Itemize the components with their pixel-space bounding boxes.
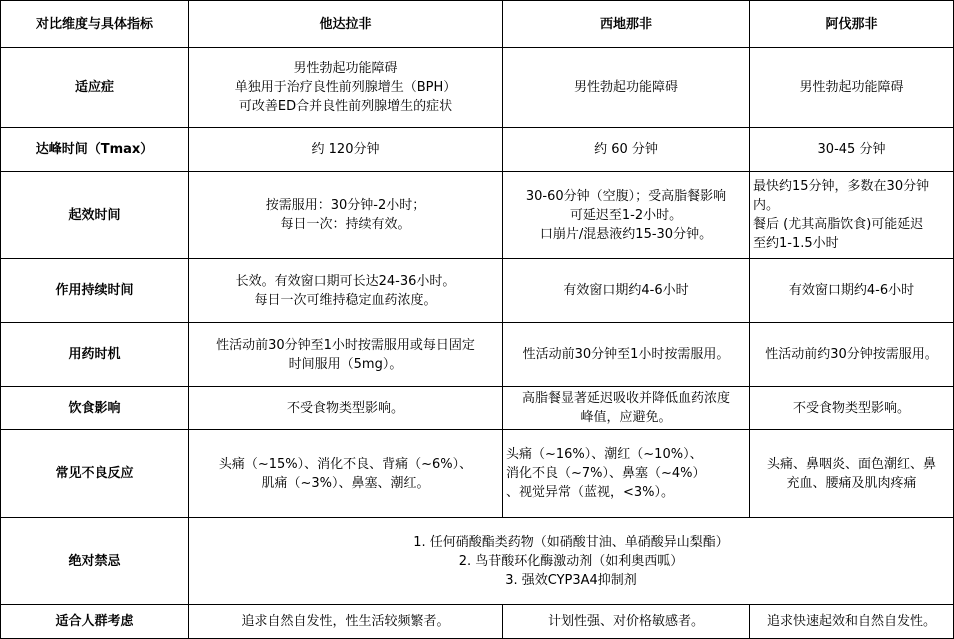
cell-line: 内。 — [753, 198, 780, 213]
cell-line: 有效窗口期约4-6小时 — [788, 283, 915, 298]
contraindication-cell — [189, 518, 954, 605]
row-label: 适合人群考虑 — [1, 605, 189, 639]
cell-line: 每日一次：持续有效。 — [280, 217, 411, 232]
cell-line: 不受食物类型影响。 — [792, 400, 910, 416]
cell-line: 时间服用（5mg）。 — [288, 356, 403, 372]
tadalafil-cell — [189, 128, 503, 172]
tadalafil-cell — [189, 172, 503, 259]
avanafil-cell — [750, 430, 954, 518]
row-label: 绝对禁忌 — [1, 518, 189, 605]
cell-line: 头痛、鼻咽炎、面色潮红、鼻 — [766, 456, 936, 472]
cell-line: 约 60 分钟 — [594, 142, 658, 157]
cell-line: 餐后 (尤其高脂饮食)可能延迟 — [753, 217, 924, 232]
cell-line: 3. 强效CYP3A4抑制剂 — [505, 572, 637, 588]
sildenafil-cell — [503, 430, 750, 518]
cell-line: 2. 鸟苷酸环化酶激动剂（如利奥西呱） — [458, 553, 684, 569]
sildenafil-cell — [503, 128, 750, 172]
cell-line: 可延迟至1-2小时。 — [569, 207, 683, 223]
cell-line: 性活动前30分钟至1小时按需服用或每日固定 — [216, 337, 475, 353]
tadalafil-cell — [189, 323, 503, 387]
tadalafil-cell — [189, 259, 503, 323]
header-row — [1, 1, 954, 48]
row-label: 作用持续时间 — [1, 259, 189, 323]
table-row — [1, 259, 954, 323]
cell-line: 充血、腰痛及肌肉疼痛 — [786, 475, 917, 491]
cell-line: 1. 任何硝酸酯类药物（如硝酸甘油、单硝酸异山梨酯） — [413, 534, 729, 550]
cell-line: 按需服用：30分钟-2小时； — [265, 198, 426, 213]
table-row — [1, 323, 954, 387]
cell-line: 30-60分钟（空腹）；受高脂餐影响 — [525, 188, 727, 204]
cell-line: 性活动前30分钟至1小时按需服用。 — [522, 347, 730, 362]
avanafil-cell — [750, 128, 954, 172]
sildenafil-cell: 计划性强、对价格敏感者。 — [503, 605, 750, 639]
avanafil-cell — [750, 48, 954, 128]
row-label: 起效时间 — [1, 172, 189, 259]
cell-line: 口崩片/混悬液约15-30分钟。 — [539, 226, 713, 242]
cell-line: 长效。有效窗口期可长达24-36小时。 — [235, 273, 456, 289]
row-label: 用药时机 — [1, 323, 189, 387]
cell-line: 男性勃起功能障碍 — [573, 80, 678, 95]
row-label: 常见不良反应 — [1, 430, 189, 518]
tadalafil-cell — [189, 387, 503, 430]
table-row — [1, 172, 954, 259]
cell-line: 男性勃起功能障碍 — [293, 61, 398, 76]
table-row — [1, 128, 954, 172]
cell-line: 每日一次可维持稳定血药浓度。 — [254, 292, 437, 308]
cell-line: 性活动前约30分钟按需服用。 — [765, 347, 938, 362]
tadalafil-cell — [189, 430, 503, 518]
cell-line: 单独用于治疗良性前列腺增生（BPH） — [234, 80, 457, 95]
table-row — [1, 430, 954, 518]
cell-line: 有效窗口期约4-6小时 — [563, 283, 689, 298]
row-label: 适应症 — [1, 48, 189, 128]
cell-line: 峰值，应避免。 — [580, 410, 672, 425]
population-row — [1, 605, 954, 639]
tadalafil-cell — [189, 48, 503, 128]
row-label: 达峰时间（Tmax） — [1, 128, 189, 172]
cell-line: 头痛（~16%）、潮红（~10%）、 — [506, 447, 703, 462]
cell-line: 30-45 分钟 — [817, 142, 886, 157]
header-dimension: 对比维度与具体指标 — [1, 1, 189, 48]
cell-line: 至约1-1.5小时 — [753, 236, 839, 251]
header-tadalafil: 他达拉非 — [189, 1, 503, 48]
cell-line: 最快约15分钟，多数在30分钟 — [753, 179, 930, 194]
avanafil-cell — [750, 323, 954, 387]
table-row — [1, 387, 954, 430]
avanafil-cell — [750, 259, 954, 323]
sildenafil-cell — [503, 172, 750, 259]
avanafil-cell — [750, 172, 954, 259]
sildenafil-cell — [503, 323, 750, 387]
header-sildenafil: 西地那非 — [503, 1, 750, 48]
cell-line: 可改善ED合并良性前列腺增生的症状 — [238, 99, 453, 114]
avanafil-cell — [750, 387, 954, 430]
cell-line: 约 120分钟 — [311, 142, 380, 157]
table-row — [1, 48, 954, 128]
cell-line: 男性勃起功能障碍 — [799, 80, 904, 95]
cell-line: 头痛（~15%）、消化不良、背痛（~6%）、 — [218, 456, 473, 472]
cell-line: 高脂餐显著延迟吸收并降低血药浓度 — [521, 391, 730, 406]
sildenafil-cell — [503, 259, 750, 323]
cell-line: 不受食物类型影响。 — [286, 400, 404, 416]
tadalafil-cell: 追求自然自发性，性生活较频繁者。 — [189, 605, 503, 639]
cell-line: 肌痛（~3%）、鼻塞、潮红。 — [261, 475, 430, 491]
sildenafil-cell — [503, 48, 750, 128]
row-label: 饮食影响 — [1, 387, 189, 430]
contraindication-row — [1, 518, 954, 605]
header-avanafil: 阿伐那非 — [750, 1, 954, 48]
cell-line: 消化不良（~7%）、鼻塞（~4%） — [506, 466, 706, 481]
sildenafil-cell — [503, 387, 750, 430]
cell-line: 、视觉异常（蓝视，<3%）。 — [506, 485, 675, 500]
avanafil-cell: 追求快速起效和自然自发性。 — [750, 605, 954, 639]
